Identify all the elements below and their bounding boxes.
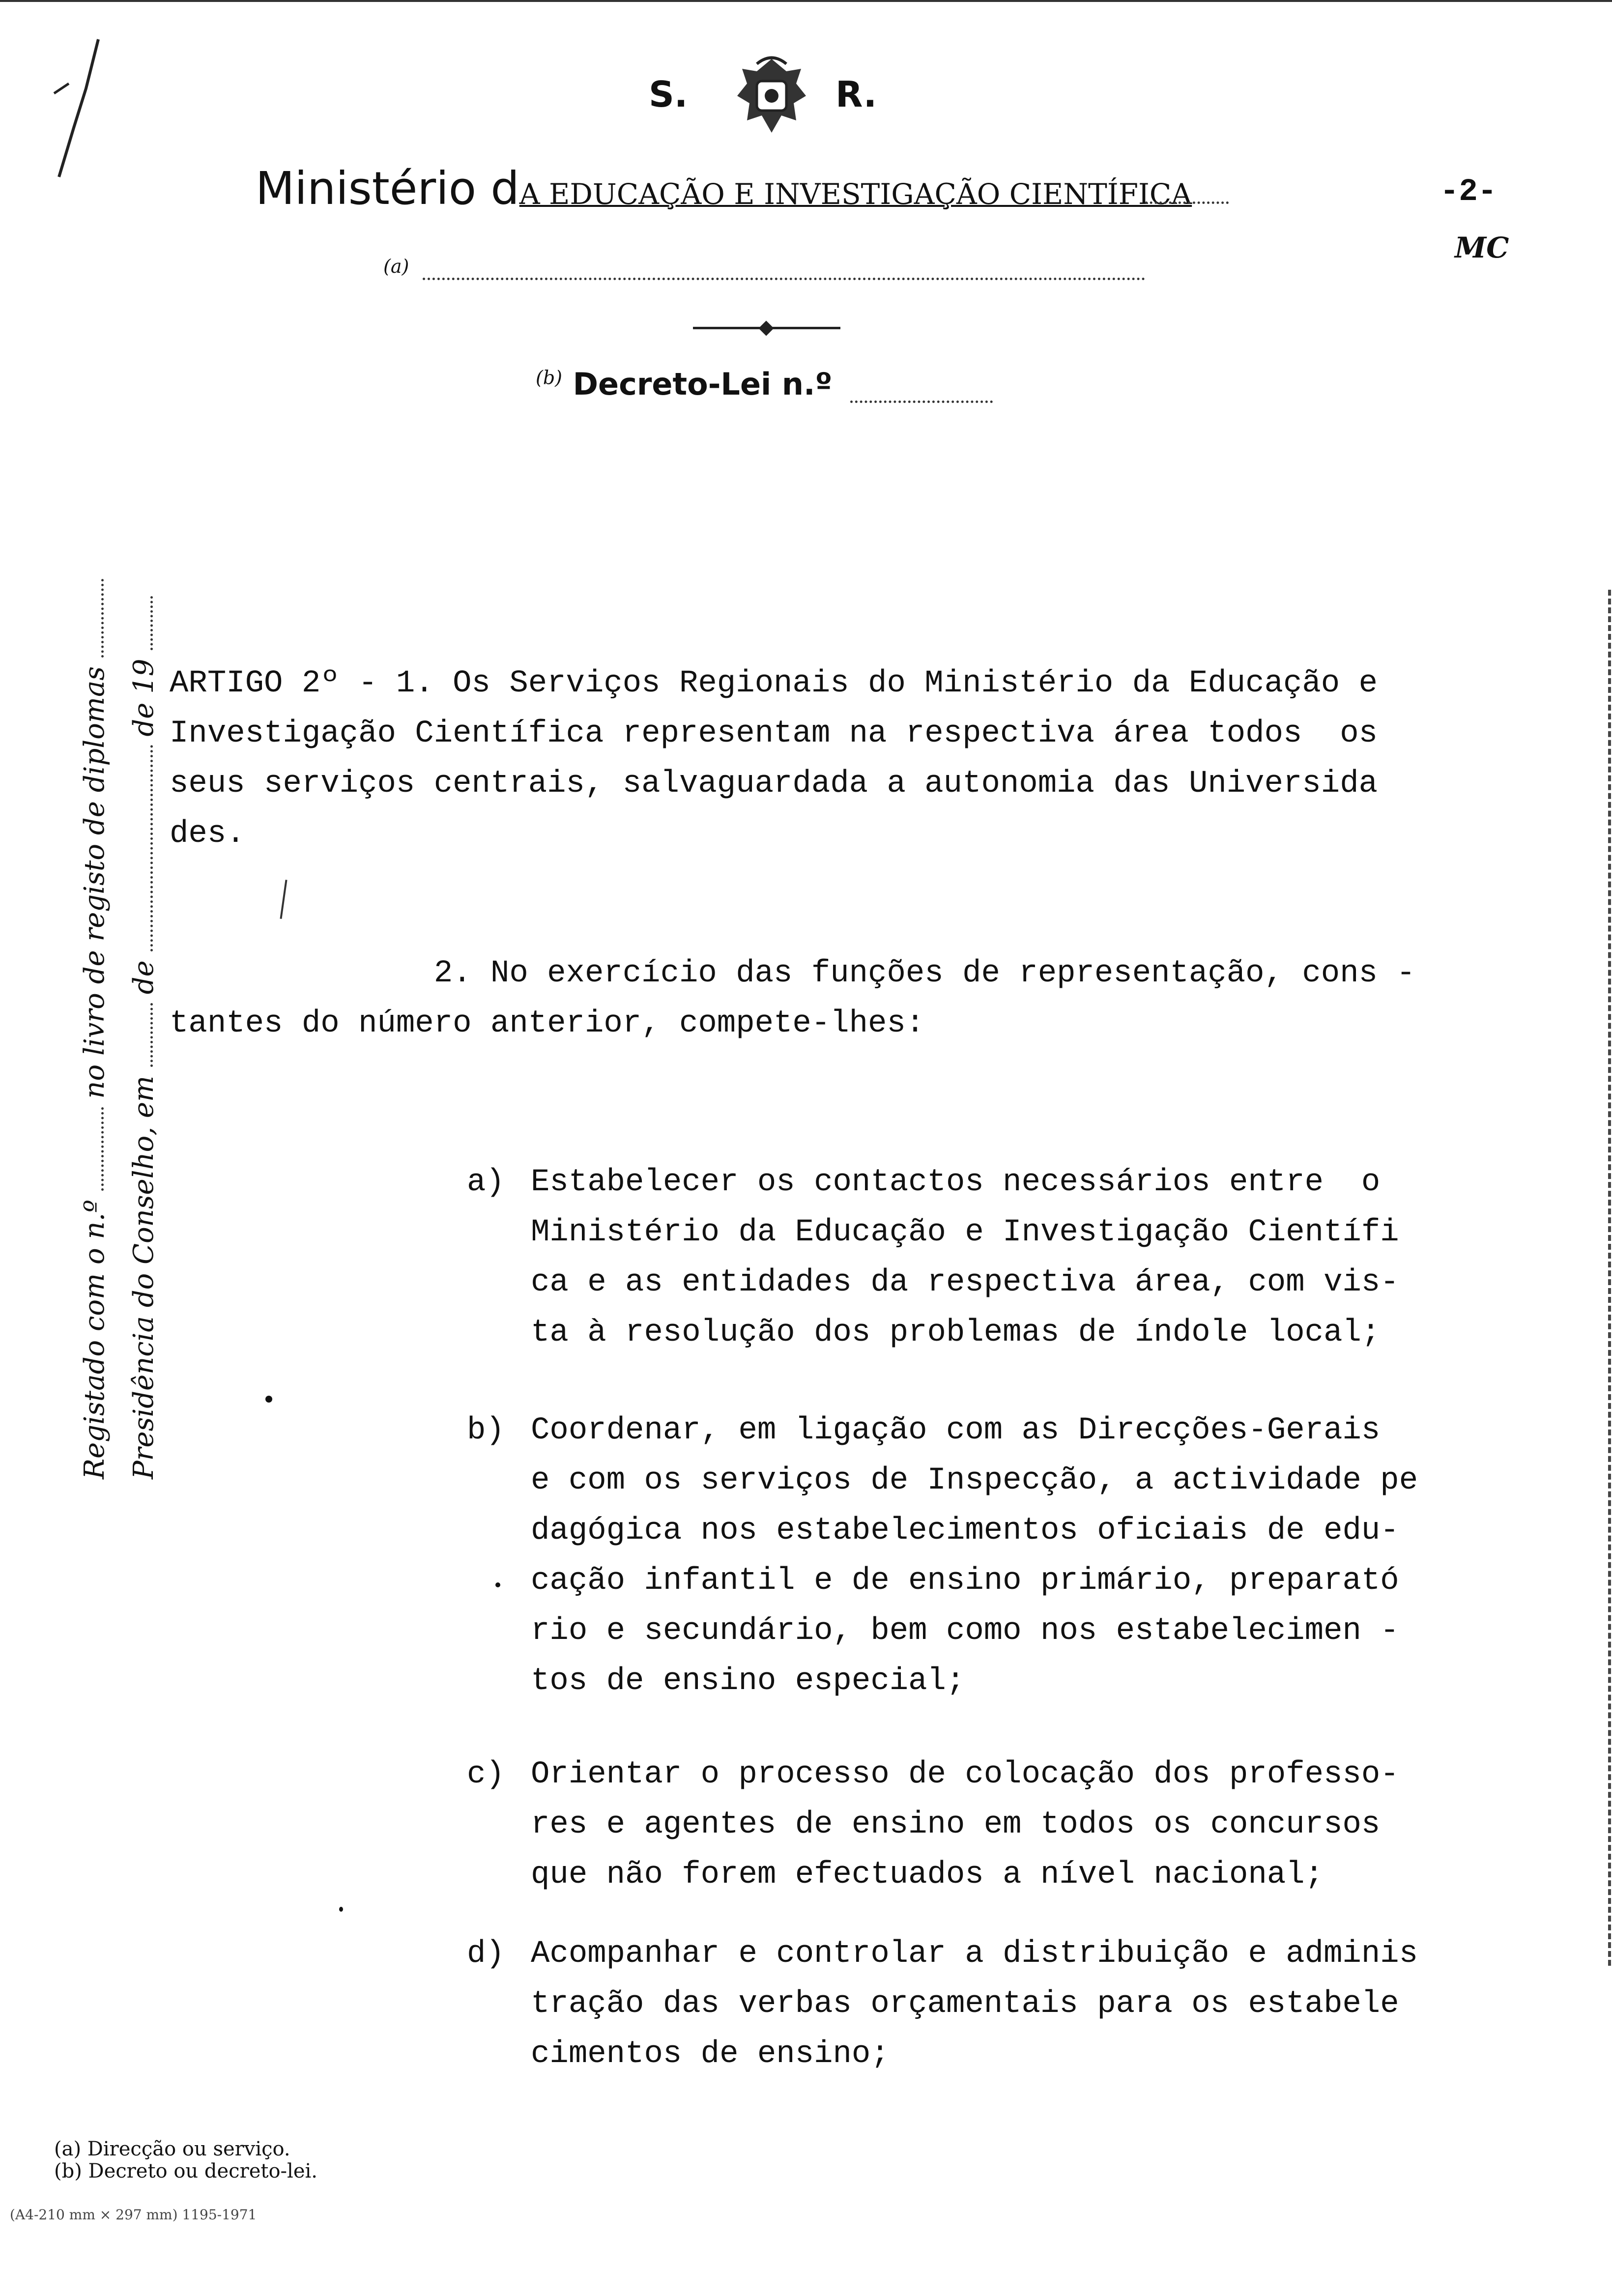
pen-tick-mark (280, 880, 287, 919)
page-number: -2- (1440, 174, 1497, 210)
direction-field-dotted-line (423, 278, 1145, 280)
direction-field-label: (a) (383, 256, 409, 277)
margin-year-label: de 19 (128, 659, 160, 737)
list-item-text: Acompanhar e controlar a distribuição e adminis tração das verbas orçamentais para os estabele cimentos de ensino; (531, 1936, 1418, 2072)
ink-speck (339, 1907, 343, 1912)
ministry-department: A EDUCAÇÃO E INVESTIGAÇÃO CIENTÍFICA (519, 177, 1192, 211)
margin-registration-line (79, 579, 111, 1479)
decree-number-dotted-line (850, 401, 993, 403)
article-paragraph-2: 2. No exercício das funções de representação, cons - tantes do número anterior, compete-lhes: (170, 956, 1415, 1041)
list-item-label: b) (467, 1413, 505, 1448)
margin-council-line (128, 596, 160, 1479)
header-sr-right: R. (835, 74, 877, 115)
margin-dotted-line (150, 596, 153, 650)
list-item-label: a) (467, 1165, 505, 1200)
list-item-text: Orientar o processo de colocação dos professo- res e agentes de ensino em todos os concursos que não forem efectuados a nível nacional; (531, 1757, 1399, 1893)
margin-book-label: no livro de registo de diplomas (79, 666, 111, 1099)
margin-de-label: de (128, 960, 160, 995)
header-sr-left: S. (649, 74, 688, 115)
pen-stroke-mark (49, 29, 59, 177)
margin-council-label: Presidência do Conselho, em (128, 1075, 160, 1479)
margin-dotted-line (150, 745, 153, 951)
list-item-text: Coordenar, em ligação com as Direcções-Gerais e com os serviços de Inspecção, a actividade pe dagógica nos estabelecimentos oficiais de edu- cação infantil e de ensino primário, preparató rio e secundário, bem como nos estabelecimen - tos de ensino especial; (531, 1413, 1418, 1699)
decree-text: Decreto-Lei n.º (573, 366, 833, 402)
list-item (467, 1750, 1399, 1900)
form-reference: (A4-210 mm × 297 mm) 1195-1971 (10, 2207, 257, 2223)
article-paragraph-1: ARTIGO 2º - 1. Os Serviços Regionais do Ministério da Educação e Investigação Científica representam na respectiva área todos os seus serviços centrais, salvaguardada a autonomia das Universida des. (170, 666, 1378, 852)
margin-dotted-line (101, 1107, 104, 1191)
list-item (467, 1406, 1418, 1699)
decree-marker: (b) (536, 367, 562, 389)
list-item-label: d) (467, 1936, 505, 1972)
list-item (467, 1157, 1399, 1350)
top-border-line (0, 0, 1612, 2)
coat-of-arms-icon (727, 54, 816, 138)
department-dotted-line (1145, 201, 1229, 204)
list-item-text: Estabelecer os contactos necessários entre o Ministério da Educação e Investigação Científi ca e as entidades da respectiva área, com vis- ta à resolução dos problemas de índole local; (531, 1165, 1399, 1350)
ink-speck (495, 1582, 500, 1587)
handwritten-initials: MC (1455, 231, 1509, 264)
ministry-prefix: Ministério d (256, 162, 519, 215)
margin-registered-label: Registado com o n.º (79, 1200, 111, 1479)
list-item-label: c) (467, 1757, 505, 1792)
ministry-title (256, 162, 1192, 215)
decree-label (536, 366, 833, 402)
scan-edge-artifact (1603, 590, 1611, 1966)
footnote-a: (a) Direcção ou serviço. (54, 2138, 290, 2160)
footnote-b: (b) Decreto ou decreto-lei. (54, 2160, 318, 2182)
list-item (467, 1929, 1418, 2079)
ink-speck (265, 1396, 272, 1403)
divider-diamond (758, 320, 774, 336)
margin-dotted-line (150, 1003, 153, 1067)
margin-dotted-line (101, 579, 104, 658)
margin-registration-block (69, 545, 177, 1479)
